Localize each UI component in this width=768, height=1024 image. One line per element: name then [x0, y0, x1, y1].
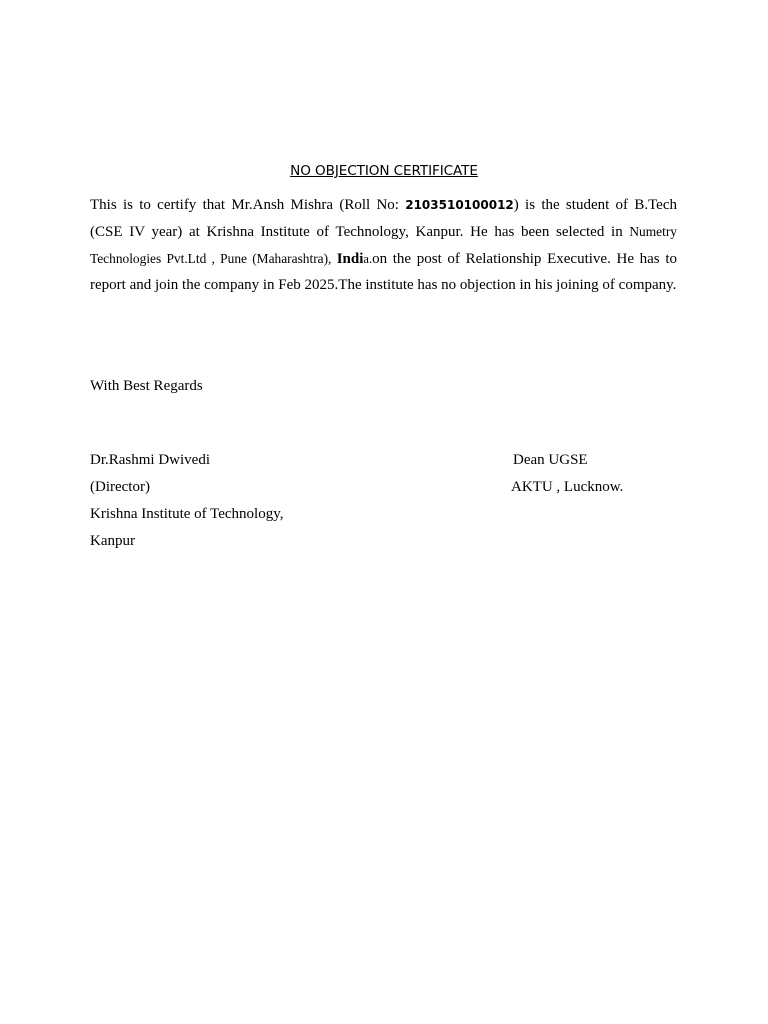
body-text-3: on the post of Relationship Executive. He has to report and join the company in Feb 2025.The institute has no objection in his joining of company. [90, 250, 677, 294]
body-text-2: ) is the student of B.Tech (CSE IV year) at Krishna Institute of Technology, Kanpur. He has been selected in [90, 197, 678, 240]
left-signatory-institute: Krishna Institute of Technology, [90, 506, 284, 522]
company-name: Numetry Technologies Pvt.Ltd [90, 223, 677, 266]
certificate-body [90, 192, 677, 299]
left-signatory-city: Kanpur [90, 533, 135, 549]
company-location: , Pune (Maharashtra), [206, 250, 337, 266]
body-text-1: This is to certify that Mr.Ansh Mishra (Roll No: [90, 197, 406, 213]
left-signatory-designation: (Director) [90, 479, 150, 495]
roll-number: 2103510100012 [405, 198, 514, 212]
closing-regards: With Best Regards [90, 378, 203, 394]
country-tail: a. [363, 251, 373, 266]
country-bold: Indi [336, 250, 364, 267]
left-signatory-name: Dr.Rashmi Dwivedi [90, 452, 210, 468]
certificate-title: NO OBJECTION CERTIFICATE [290, 163, 478, 179]
right-signatory-org: AKTU , Lucknow. [511, 479, 624, 495]
right-signatory-name: Dean UGSE [513, 452, 588, 468]
